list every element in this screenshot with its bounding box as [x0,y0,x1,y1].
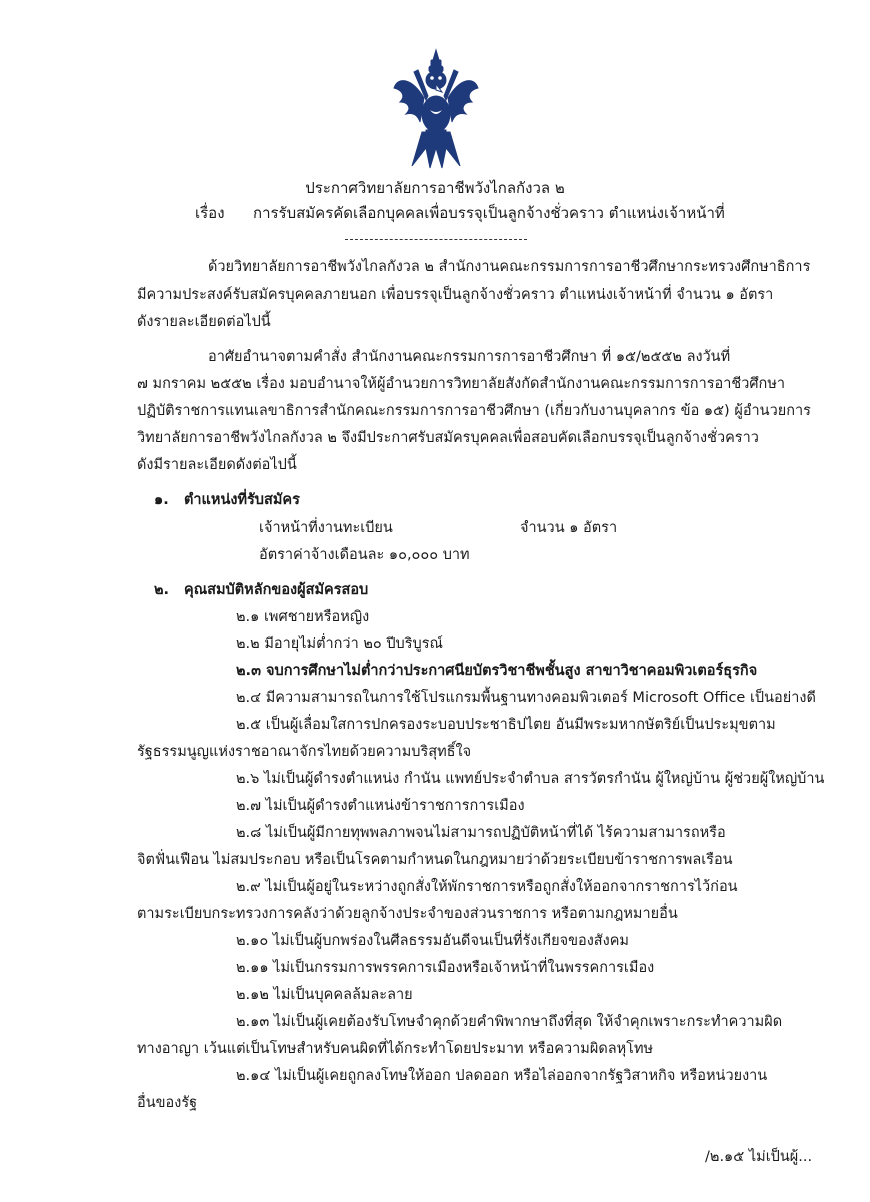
title-divider [345,239,527,240]
announcement-title: ประกาศวิทยาลัยการอาชีพวังไกลกังวล ๒ [305,179,565,197]
qualification-line: ๒.๙ ไม่เป็นผู้อยู่ในระหว่างถูกสั่งให้พักราชการหรือถูกสั่งให้ออกจากราชการไว้ก่อน [236,879,738,895]
qualification-line: ทางอาญา เว้นแต่เป็นโทษสำหรับคนผิดที่ได้กระทำโดยประมาท หรือความผิดลหุโทษ [137,1041,654,1057]
qualification-line: ๒.๕ เป็นผู้เลื่อมใสการปกครองระบอบประชาธิปไตย อันมีพระมหากษัตริย์เป็นประมุขตาม [236,717,776,733]
intro-p2-line-2: ๗ มกราคม ๒๕๕๒ เรื่อง มอบอำนาจให้ผู้อำนวยการวิทยาลัยสังกัดสำนักงานคณะกรรมการการอาชีวศึกษา [137,376,786,392]
section1-salary: อัตราค่าจ้างเดือนละ ๑๐,๐๐๐ บาท [259,547,470,563]
subject-text: การรับสมัครคัดเลือกบุคคลเพื่อบรรจุเป็นลูกจ้างชั่วคราว ตำแหน่งเจ้าหน้าที่ [253,204,725,222]
qualification-line: ๒.๑๒ ไม่เป็นบุคคลล้มละลาย [236,987,413,1003]
section1-position: เจ้าหน้าที่งานทะเบียน [259,520,393,536]
qualification-line: ๒.๑๑ ไม่เป็นกรรมการพรรคการเมืองหรือเจ้าหน้าที่ในพรรคการเมือง [236,960,655,976]
qualification-line: ๒.๒ มีอายุไม่ต่ำกว่า ๒๐ ปีบริบูรณ์ [236,636,443,652]
section1-number: ๑. [154,492,169,508]
subject-label: เรื่อง [195,204,225,222]
intro-p2-line-3: ปฏิบัติราชการแทนเลขาธิการสำนักคณะกรรมการการอาชีวศึกษา (เกี่ยวกับงานบุคลากร ข้อ ๑๕) ผู้อำนวยการ [137,403,811,419]
qualification-line: ๒.๔ มีความสามารถในการใช้โปรแกรมพื้นฐานทางคอมพิวเตอร์ Microsoft Office เป็นอย่างดี [236,690,816,706]
qualification-line: ๒.๘ ไม่เป็นผู้มีกายทุพพลภาพจนไม่สามารถปฏิบัติหน้าที่ได้ ไร้ความสามารถหรือ [236,825,726,841]
section2-heading: คุณสมบัติหลักของผู้สมัครสอบ [184,582,369,598]
qualification-line: ตามระเบียบกระทรวงการคลังว่าด้วยลูกจ้างประจำของส่วนราชการ หรือตามกฎหมายอื่น [137,906,678,922]
qualification-line: ๒.๓ จบการศึกษาไม่ต่ำกว่าประกาศนียบัตรวิชาชีพชั้นสูง สาขาวิชาคอมพิวเตอร์ธุรกิจ [236,663,758,679]
intro-p1-line-3: ดังรายละเอียดต่อไปนี้ [137,314,271,330]
intro-p2-line-4: วิทยาลัยการอาชีพวังไกลกังวล ๒ จึงมีประกาศรับสมัครบุคคลเพื่อสอบคัดเลือกบรรจุเป็นลูกจ้างชั่วคราว [137,430,759,446]
section2-number: ๒. [154,582,170,598]
intro-p2-line-5: ดังมีรายละเอียดดังต่อไปนี้ [137,457,297,473]
section1-heading: ตำแหน่งที่รับสมัคร [184,492,300,508]
qualification-line: ๒.๑๔ ไม่เป็นผู้เคยถูกลงโทษให้ออก ปลดออก หรือไล่ออกจากรัฐวิสาหกิจ หรือหน่วยงาน [236,1068,768,1084]
qualification-line: รัฐธรรมนูญแห่งราชอาณาจักรไทยด้วยความบริสุทธิ์ใจ [137,744,472,760]
intro-p2-line-1: อาศัยอำนาจตามคำสั่ง สำนักงานคณะกรรมการการอาชีวศึกษา ที่ ๑๕/๒๕๕๒ ลงวันที่ [208,349,731,365]
intro-p1-line-2: มีความประสงค์รับสมัครบุคคลภายนอก เพื่อบรรจุเป็นลูกจ้างชั่วคราว ตำแหน่งเจ้าหน้าที่ จำนวน ๑ อัตรา [137,287,774,303]
intro-p1-line-1: ด้วยวิทยาลัยการอาชีพวังไกลกังวล ๒ สำนักงานคณะกรรมการการอาชีวศึกษากระทรวงศึกษาธิการ [208,259,811,275]
continuation-note: /๒.๑๕ ไม่เป็นผู้... [705,1149,813,1165]
qualification-line: ๒.๑๓ ไม่เป็นผู้เคยต้องรับโทษจำคุกด้วยคำพิพากษาถึงที่สุด ให้จำคุกเพราะกระทำความผิด [236,1014,783,1030]
section1-quota: จำนวน ๑ อัตรา [520,520,618,536]
garuda-emblem-icon [392,48,480,172]
qualification-line: ๒.๑ เพศชายหรือหญิง [236,609,370,625]
qualification-line: ๒.๗ ไม่เป็นผู้ดำรงตำแหน่งข้าราชการการเมือง [236,798,525,814]
qualification-line: อื่นของรัฐ [137,1095,198,1111]
qualification-line: จิตฟั่นเฟือน ไม่สมประกอบ หรือเป็นโรคตามกำหนดในกฎหมายว่าด้วยระเบียบข้าราชการพลเรือน [137,852,733,868]
qualification-line: ๒.๑๐ ไม่เป็นผู้บกพร่องในศีลธรรมอันดีจนเป็นที่รังเกียจของสังคม [236,933,629,949]
qualification-line: ๒.๖ ไม่เป็นผู้ดำรงตำแหน่ง กำนัน แพทย์ประจำตำบล สารวัตรกำนัน ผู้ใหญ่บ้าน ผู้ช่วยผู้ใหญ่บ้าน [236,771,825,787]
